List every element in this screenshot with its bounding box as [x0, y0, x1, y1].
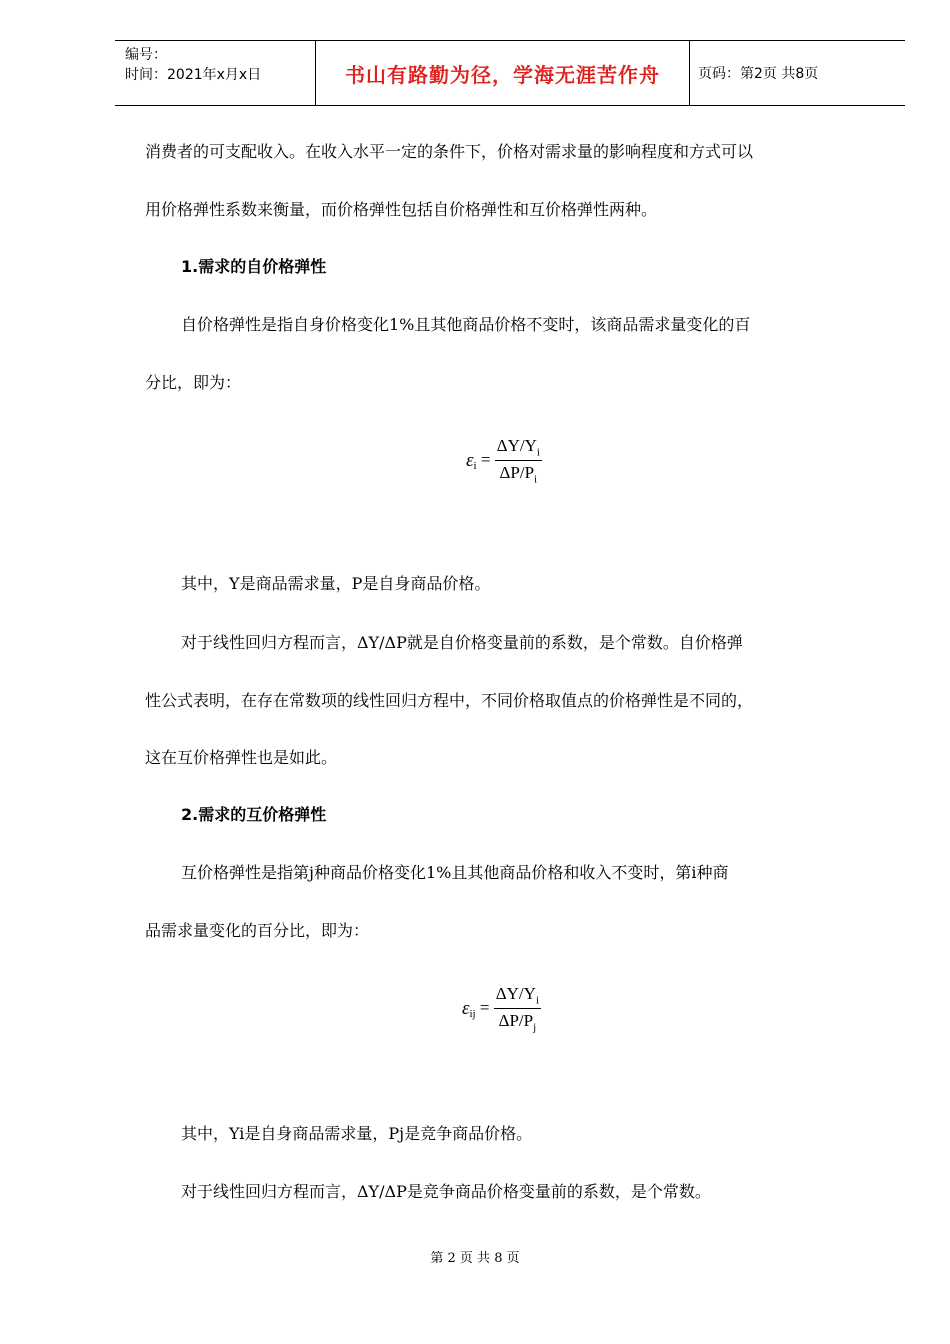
paragraph-line: 品需求量变化的百分比，即为：	[145, 921, 370, 940]
page-header	[115, 40, 905, 106]
paragraph-line: 自价格弹性是指自身价格变化1%且其他商品价格不变时，该商品需求量变化的百	[181, 315, 751, 334]
denominator: $\Delta P/P_j$	[498, 1011, 537, 1034]
epsilon-symbol: ε	[462, 997, 470, 1019]
paragraph-line: 性公式表明，在存在常数项的线性回归方程中，不同价格取值点的价格弹性是不同的，	[145, 691, 754, 710]
paragraph-line: 互价格弹性是指第j种商品价格变化1%且其他商品价格和收入不变时，第i种商	[181, 863, 729, 882]
equals-sign: =	[479, 997, 490, 1017]
paragraph-line: 其中，Y是商品需求量，P是自身商品价格。	[181, 574, 491, 593]
time-label: 时间：2021年x月x日	[125, 67, 262, 83]
equals-sign: =	[480, 449, 491, 469]
paragraph-line: 对于线性回归方程而言，ΔY/ΔP就是自价格变量前的系数，是个常数。自价格弹	[181, 633, 743, 652]
slogan: 书山有路勤为径，学海无涯苦作舟	[345, 62, 660, 87]
formula-self-elasticity	[466, 436, 542, 486]
paragraph-line: 其中，Yi是自身商品需求量，Pj是竞争商品价格。	[181, 1124, 533, 1143]
formula-subscript: i	[473, 460, 477, 473]
serial-label: 编号：	[125, 47, 167, 63]
header-slogan-cell	[316, 41, 690, 105]
paragraph-line: 对于线性回归方程而言，ΔY/ΔP是竞争商品价格变量前的系数，是个常数。	[181, 1182, 711, 1201]
fraction	[494, 984, 541, 1034]
numerator: $\Delta Y/Y_i$	[494, 984, 541, 1009]
section-heading: 2.需求的互价格弹性	[181, 805, 327, 824]
denominator: $\Delta P/P_i$	[499, 463, 538, 486]
formula-subscript: ij	[469, 1008, 476, 1021]
paragraph-line: 消费者的可支配收入。在收入水平一定的条件下，价格对需求量的影响程度和方式可以	[145, 142, 754, 161]
formula-cross-elasticity	[462, 984, 541, 1034]
paragraph-line: 这在互价格弹性也是如此。	[145, 748, 338, 767]
page-info: 页码：第2页 共8页	[698, 66, 819, 82]
numerator: $\Delta Y/Y_i$	[495, 436, 542, 461]
section-heading: 1.需求的自价格弹性	[181, 257, 327, 276]
paragraph-line: 分比，即为：	[145, 373, 242, 392]
page-footer: 第 2 页 共 8 页	[430, 1251, 520, 1266]
paragraph-line: 用价格弹性系数来衡量，而价格弹性包括自价格弹性和互价格弹性两种。	[145, 200, 658, 219]
header-meta	[115, 41, 316, 105]
fraction	[495, 436, 542, 486]
header-page-info	[690, 41, 905, 105]
epsilon-symbol: ε	[466, 449, 474, 471]
